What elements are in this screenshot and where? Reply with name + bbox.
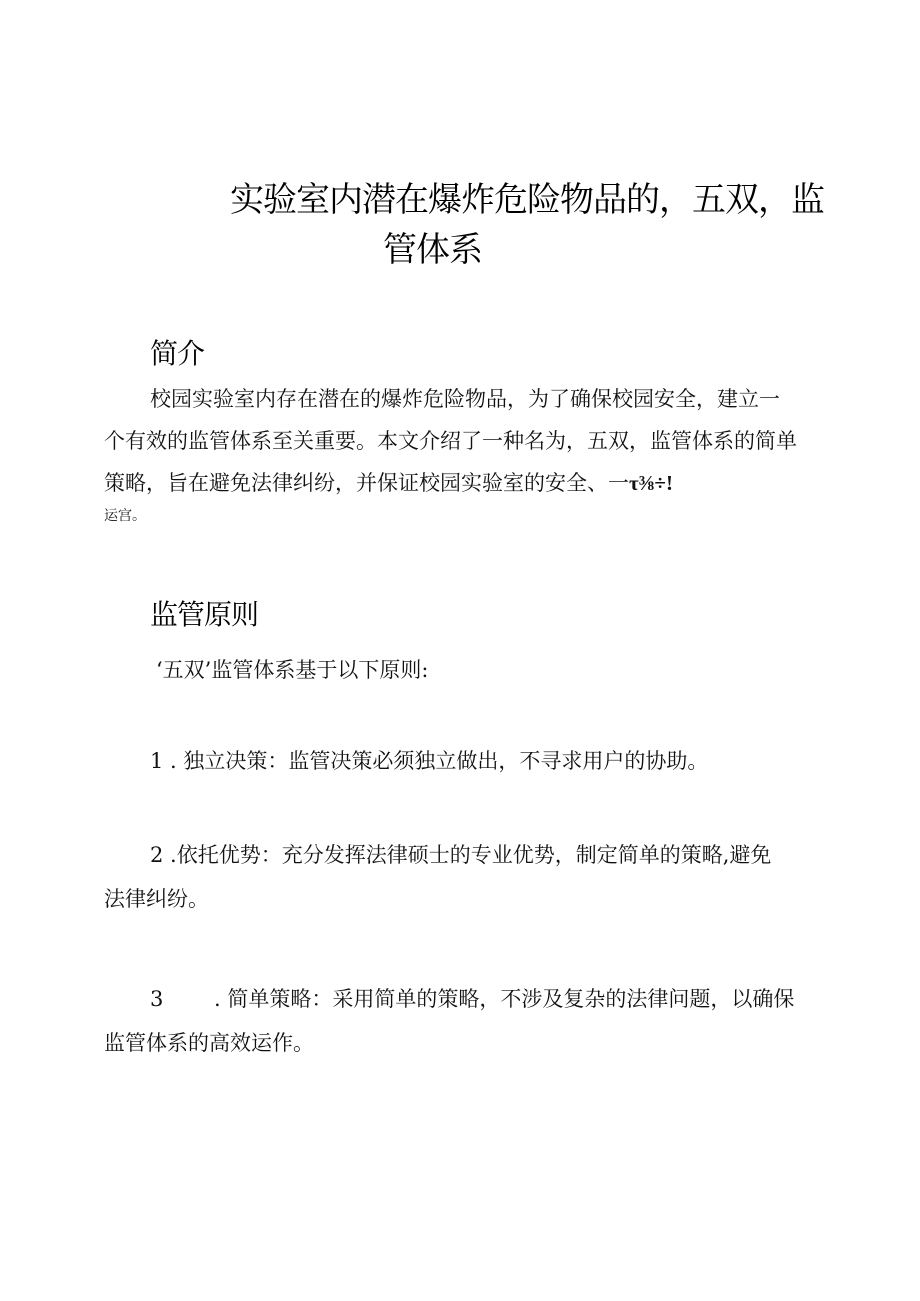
principle-item-2-line-1: 2 .依托优势：充分发挥法律硕士的专业优势，制定简单的策略,避免 [150, 843, 772, 867]
intro-line-3 [104, 469, 673, 497]
intro-line-1: 校园实验室内存在潜在的爆炸危险物品，为了确保校园安全，建立一 [150, 387, 780, 411]
principles-lead: ‘五双’监管体系基于以下原则: [156, 658, 429, 682]
principle-item-1: 1 . 独立决策：监管决策必须独立做出，不寻求用户的协助。 [150, 749, 709, 773]
intro-heading: 简介 [150, 337, 205, 370]
intro-line-2: 个有效的监管体系至关重要。本文介绍了一种名为，五双，监管体系的简单 [104, 429, 797, 453]
principles-heading: 监管原则 [150, 598, 259, 631]
principle-item-3-line-1: . 简单策略：采用简单的策略，不涉及复杂的法律问题，以确保 [214, 987, 795, 1011]
principle-item-2-line-2: 法律纠纷。 [104, 887, 209, 911]
principle-item-3-number: 3 [150, 987, 164, 1011]
document-title-line-2: 管体系 [383, 230, 482, 270]
principle-item-3-line-2: 监管体系的高效运作。 [104, 1031, 314, 1055]
intro-line-3-text: 策略，旨在避免法律纠纷，并保证校园实验室的安全、一 [104, 471, 629, 495]
document-title-line-1: 实验室内潜在爆炸危险物品的，五双，监 [230, 180, 824, 220]
garbled-fragment: τ⅜÷! [629, 471, 673, 495]
intro-line-4: 运宫。 [104, 508, 146, 524]
